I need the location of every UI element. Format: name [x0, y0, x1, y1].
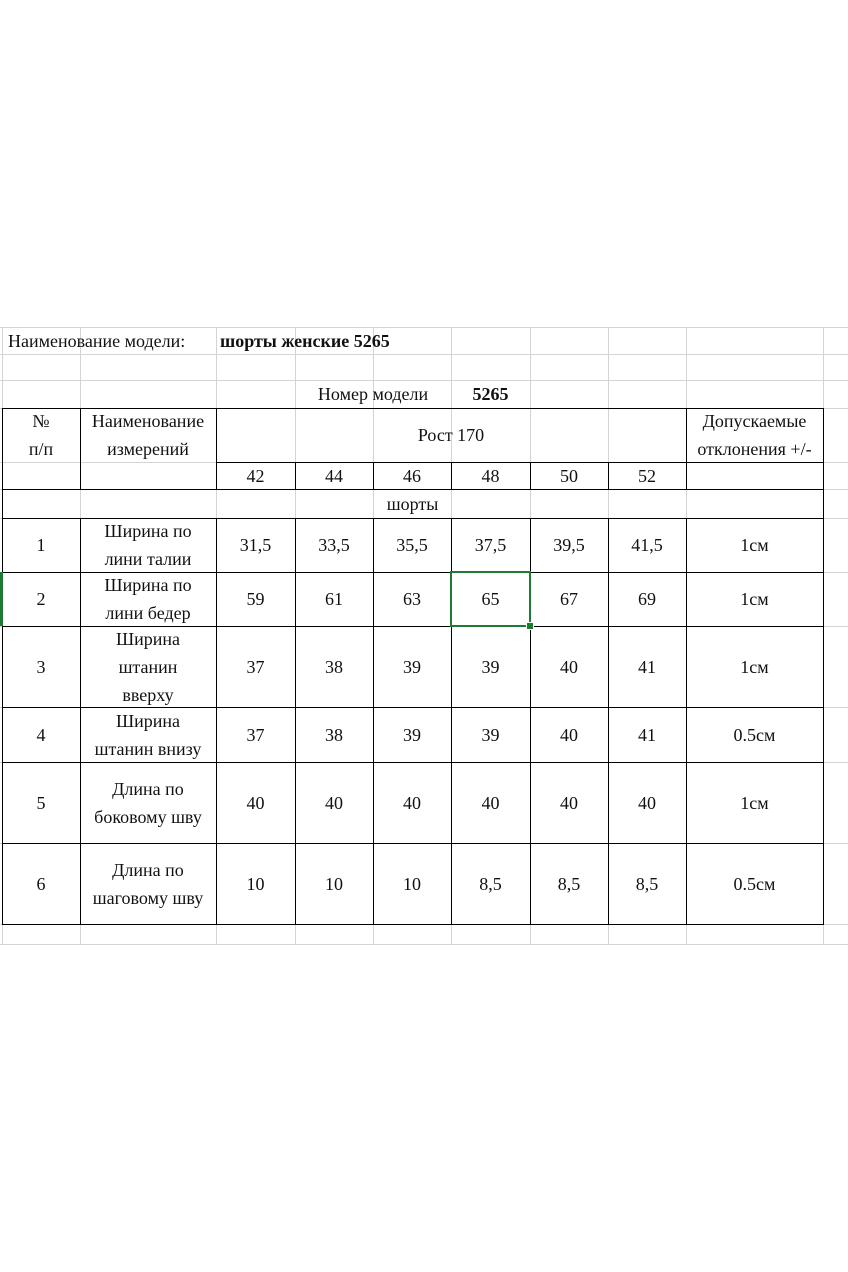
header-tolerance-cell-text: Допускаемые отклонения +/- [697, 411, 812, 459]
row-2-value-cell[interactable] [530, 572, 608, 626]
row-2-tolerance-cell[interactable] [686, 572, 823, 626]
row-6-value-cell-text: 8,5 [479, 873, 502, 894]
header-tolerance-cell[interactable] [686, 408, 823, 462]
model-number-label-cell-text: Номер модели [317, 384, 429, 404]
model-number-cell[interactable] [451, 380, 530, 408]
size-48-cell[interactable] [451, 462, 530, 489]
row-3-value-cell-text: 39 [481, 656, 500, 677]
row-3-value-cell-text: 39 [403, 656, 421, 677]
header-num-cell[interactable] [2, 408, 80, 462]
row-1-value-cell[interactable] [530, 518, 608, 572]
row-1-num-cell[interactable] [2, 518, 80, 572]
row-6-value-cell-text: 8,5 [635, 873, 659, 894]
table-border [2, 924, 824, 925]
row-4-num-cell-text: 4 [36, 724, 46, 745]
size-52-cell[interactable] [608, 462, 686, 489]
row-5-value-cell-text: 40 [403, 792, 421, 813]
row-2-value-cell[interactable] [295, 572, 373, 626]
row-1-value-cell[interactable] [373, 518, 451, 572]
row-3-value-cell[interactable] [373, 626, 451, 707]
section-title-cell-text: шорты [386, 493, 439, 514]
row-6-value-cell[interactable] [608, 843, 686, 924]
size-46-cell-text: 46 [403, 465, 421, 486]
row-6-num-cell[interactable] [2, 843, 80, 924]
row-1-tolerance-cell-text: 1см [740, 535, 769, 555]
row-4-value-cell[interactable] [608, 707, 686, 762]
row-1-value-cell-text: 41,5 [631, 535, 663, 555]
row-5-value-cell[interactable] [530, 762, 608, 843]
row-4-value-cell[interactable] [216, 707, 295, 762]
row-2-value-cell[interactable] [608, 572, 686, 626]
row-4-value-cell[interactable] [373, 707, 451, 762]
row-2-value-cell-text: 63 [403, 589, 421, 609]
row-4-value-cell[interactable] [295, 707, 373, 762]
row-5-value-cell-text: 40 [638, 792, 656, 813]
row-3-value-cell[interactable] [530, 626, 608, 707]
header-name-cell[interactable] [80, 408, 216, 462]
model-number-label-cell[interactable] [295, 380, 451, 408]
size-42-cell[interactable] [216, 462, 295, 489]
row-3-value-cell[interactable] [608, 626, 686, 707]
fill-handle[interactable] [526, 622, 534, 630]
row-5-name-cell-text: Длина по боковому шву [94, 778, 202, 827]
row-6-value-cell[interactable] [373, 843, 451, 924]
row-1-value-cell[interactable] [608, 518, 686, 572]
row-6-value-cell-text: 8,5 [557, 873, 581, 894]
row-1-value-cell-text: 35,5 [396, 535, 428, 555]
model-label-cell-text: Наименование модели: [8, 330, 186, 351]
header-height-cell[interactable] [216, 408, 686, 462]
row-5-value-cell-text: 40 [481, 792, 500, 813]
size-44-cell[interactable] [295, 462, 373, 489]
row-2-num-cell-text: 2 [36, 589, 46, 609]
row-6-value-cell[interactable] [451, 843, 530, 924]
header-height-cell-text: Рост 170 [417, 425, 485, 445]
active-cell-selection[interactable] [450, 571, 531, 627]
row-3-value-cell-text: 38 [325, 656, 343, 677]
row-2-value-cell-text: 69 [638, 589, 656, 609]
row-2-value-cell[interactable] [216, 572, 295, 626]
row-6-value-cell[interactable] [530, 843, 608, 924]
row-5-value-cell-text: 40 [246, 792, 265, 813]
header-name-cell-text: Наименование измерений [91, 411, 205, 459]
row-6-num-cell-text: 6 [36, 873, 46, 894]
size-50-cell-text: 50 [560, 465, 578, 486]
model-name-cell[interactable] [214, 327, 455, 354]
row-3-tolerance-cell-text: 1см [740, 656, 769, 677]
size-50-cell[interactable] [530, 462, 608, 489]
gridline-h [0, 944, 848, 945]
size-44-cell-text: 44 [325, 465, 343, 486]
row-2-value-cell-text: 65 [481, 589, 500, 609]
row-1-value-cell-text: 37,5 [474, 535, 507, 555]
row-5-value-cell[interactable] [608, 762, 686, 843]
row-5-name-cell[interactable] [80, 762, 216, 843]
section-title-cell[interactable] [2, 489, 823, 518]
row-4-tolerance-cell[interactable] [686, 707, 823, 762]
row-4-num-cell[interactable] [2, 707, 80, 762]
row-1-name-cell[interactable] [80, 518, 216, 572]
row-4-value-cell[interactable] [451, 707, 530, 762]
row-2-name-cell[interactable] [80, 572, 216, 626]
row-3-num-cell-text: 3 [36, 656, 46, 677]
row-6-tolerance-cell-text: 0.5см [733, 873, 776, 894]
row-4-name-cell-text: Ширина штанин внизу [94, 710, 202, 759]
row-4-value-cell-text: 39 [481, 724, 500, 745]
row-4-name-cell[interactable] [80, 707, 216, 762]
row-6-value-cell-text: 10 [403, 873, 421, 894]
row-6-value-cell[interactable] [216, 843, 295, 924]
row-2-value-cell-text: 67 [560, 589, 578, 609]
row-6-name-cell[interactable] [80, 843, 216, 924]
row-4-value-cell-text: 38 [325, 724, 343, 745]
header-num-cell-text: № п/п [28, 411, 54, 459]
row-1-value-cell-text: 33,5 [318, 535, 350, 555]
row-5-value-cell-text: 40 [325, 792, 343, 813]
row-1-value-cell[interactable] [295, 518, 373, 572]
row-4-tolerance-cell-text: 0.5см [733, 724, 776, 745]
row-5-value-cell[interactable] [216, 762, 295, 843]
row-1-value-cell-text: 39,5 [553, 535, 585, 555]
row-2-value-cell-text: 61 [325, 589, 343, 609]
row-3-value-cell[interactable] [295, 626, 373, 707]
row-4-value-cell-text: 41 [638, 724, 656, 745]
row-1-tolerance-cell[interactable] [686, 518, 823, 572]
row-2-value-cell[interactable] [373, 572, 451, 626]
row-3-num-cell[interactable] [2, 626, 80, 707]
row-6-name-cell-text: Длина по шаговому шву [92, 859, 204, 908]
table-border [823, 408, 824, 925]
row-5-tolerance-cell[interactable] [686, 762, 823, 843]
size-52-cell-text: 52 [638, 465, 656, 486]
row-5-num-cell-text: 5 [36, 792, 46, 813]
row-3-value-cell-text: 41 [638, 656, 656, 677]
row-4-value-cell-text: 37 [246, 724, 265, 745]
model-number-cell-text: 5265 [472, 384, 509, 404]
row-2-num-cell[interactable] [2, 572, 80, 626]
row-3-tolerance-cell[interactable] [686, 626, 823, 707]
row-5-value-cell[interactable] [295, 762, 373, 843]
row-6-value-cell[interactable] [295, 843, 373, 924]
row-3-name-cell-text: Ширина штанин вверху [115, 628, 181, 705]
row-4-value-cell-text: 40 [560, 724, 578, 745]
row-5-tolerance-cell-text: 1см [740, 792, 769, 813]
row-4-value-cell[interactable] [530, 707, 608, 762]
row-3-name-cell[interactable] [80, 626, 216, 707]
row-1-num-cell-text: 1 [36, 535, 46, 555]
row-3-value-cell-text: 37 [246, 656, 265, 677]
row-4-value-cell-text: 39 [403, 724, 421, 745]
size-46-cell[interactable] [373, 462, 451, 489]
row-selection-indicator [0, 572, 3, 626]
size-48-cell-text: 48 [481, 465, 500, 486]
row-3-value-cell[interactable] [216, 626, 295, 707]
row-2-tolerance-cell-text: 1см [740, 589, 769, 609]
row-3-value-cell-text: 40 [560, 656, 578, 677]
row-6-tolerance-cell[interactable] [686, 843, 823, 924]
row-2-value-cell-text: 59 [246, 589, 265, 609]
size-42-cell-text: 42 [246, 465, 265, 486]
model-name-cell-text: шорты женские 5265 [220, 330, 390, 351]
row-1-value-cell-text: 31,5 [239, 535, 272, 555]
row-1-name-cell-text: Ширина по лини талии [104, 521, 192, 569]
row-6-value-cell-text: 10 [325, 873, 343, 894]
row-5-num-cell[interactable] [2, 762, 80, 843]
row-5-value-cell-text: 40 [560, 792, 578, 813]
row-1-value-cell[interactable] [216, 518, 295, 572]
row-3-value-cell[interactable] [451, 626, 530, 707]
row-1-value-cell[interactable] [451, 518, 530, 572]
row-5-value-cell[interactable] [451, 762, 530, 843]
row-2-name-cell-text: Ширина по лини бедер [104, 575, 192, 623]
row-5-value-cell[interactable] [373, 762, 451, 843]
row-6-value-cell-text: 10 [246, 873, 265, 894]
